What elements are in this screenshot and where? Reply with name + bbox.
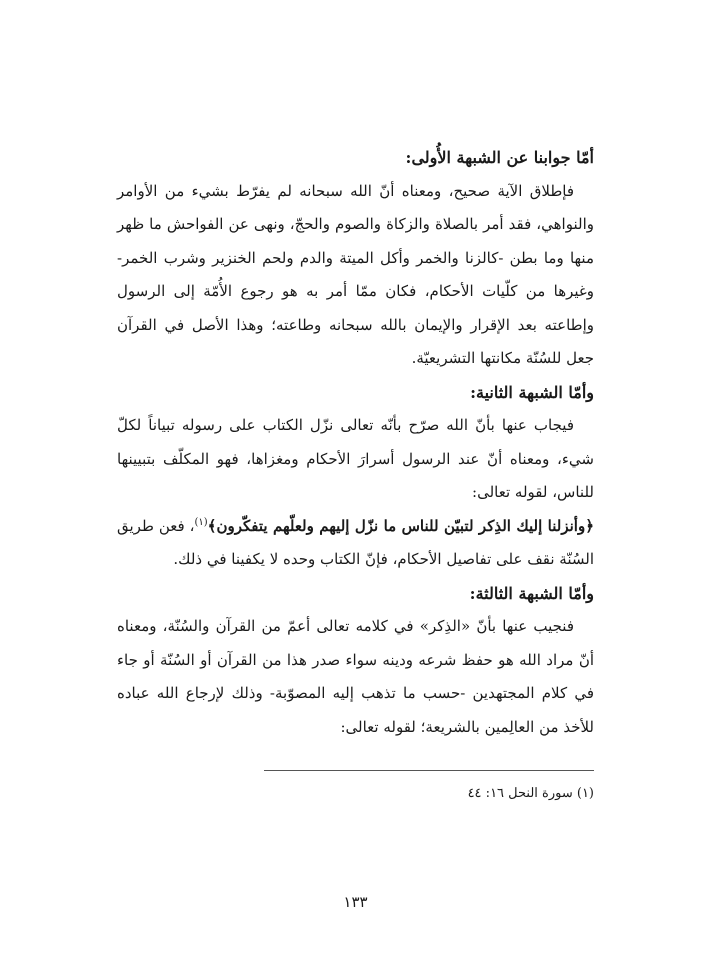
paragraph-verse	[117, 510, 594, 577]
paragraph-second-answer: فيجاب عنها بأنّ الله صرّح بأنّه تعالى نزّل الكتاب على رسوله تبياناً لكلّ شيء، ومعناه أنّ عند الرسول أسرارَ الأحكام ومغزاها، فهو المكلّف بتبيينها للناس، لقوله تعالى:	[117, 416, 594, 501]
verse-continuation: ، فعن طريق السُنّة نقف على تفاصيل الأحكام، فإنّ الكتاب وحده لا يكفينا في ذلك.	[117, 516, 594, 568]
section-heading-second-objection: وأمّا الشبهة الثانية:	[470, 382, 594, 402]
footnote-divider	[264, 770, 594, 771]
body-text	[117, 141, 594, 744]
quran-verse: ﴿وأنزلنا إليك الذِكر لتبيّن للناس ما نزّل إليهم ولعلّهم يتفكّرون﴾	[207, 516, 594, 535]
section-heading-third-objection: وأمّا الشبهة الثالثة:	[469, 583, 594, 603]
section-heading-first-objection: أمّا جوابنا عن الشبهة الأُولى:	[405, 148, 594, 167]
paragraph-third-answer: فنجيب عنها بأنّ «الذِكر» في كلامه تعالى أعمّ من القرآن والسُنّة، ومعناه أنّ مراد الله هو حفظ شرعه ودينه سواء صدر هذا من القرآن أو السُنّة أو جاء في كلام المجتهدين -حسب ما تذهب إليه المصوّبة- وذلك لإرجاع الله عباده للأخذ من العالِمين بالشريعة؛ لقوله تعالى:	[117, 617, 594, 736]
paragraph-first-answer: فإطلاق الآية صحيح، ومعناه أنّ الله سبحانه لم يفرّط بشيء من الأوامر والنواهي، فقد أمر بالصلاة والزكاة والصوم والحجّ، ونهى عن الفواحش ما ظهر منها وما بطن -كالزنا والخمر وأكل الميتة والدم ولحم الخنزير وشرب الخمر- وغيرها من كلّيات الأحكام، فكان ممّا أمر به هو رجوع الأُمّة إلى الرسول وإطاعته بعد الإقرار والإيمان بالله سبحانه وطاعته؛ وهذا الأصل في القرآن جعل للسُنّة مكانتها التشريعيّة.	[117, 181, 594, 367]
page-number: ١٣٣	[343, 893, 368, 911]
footnote-marker[interactable]: (١)	[194, 516, 208, 528]
footnote: (١) سورة النحل ١٦: ٤٤	[467, 786, 594, 801]
